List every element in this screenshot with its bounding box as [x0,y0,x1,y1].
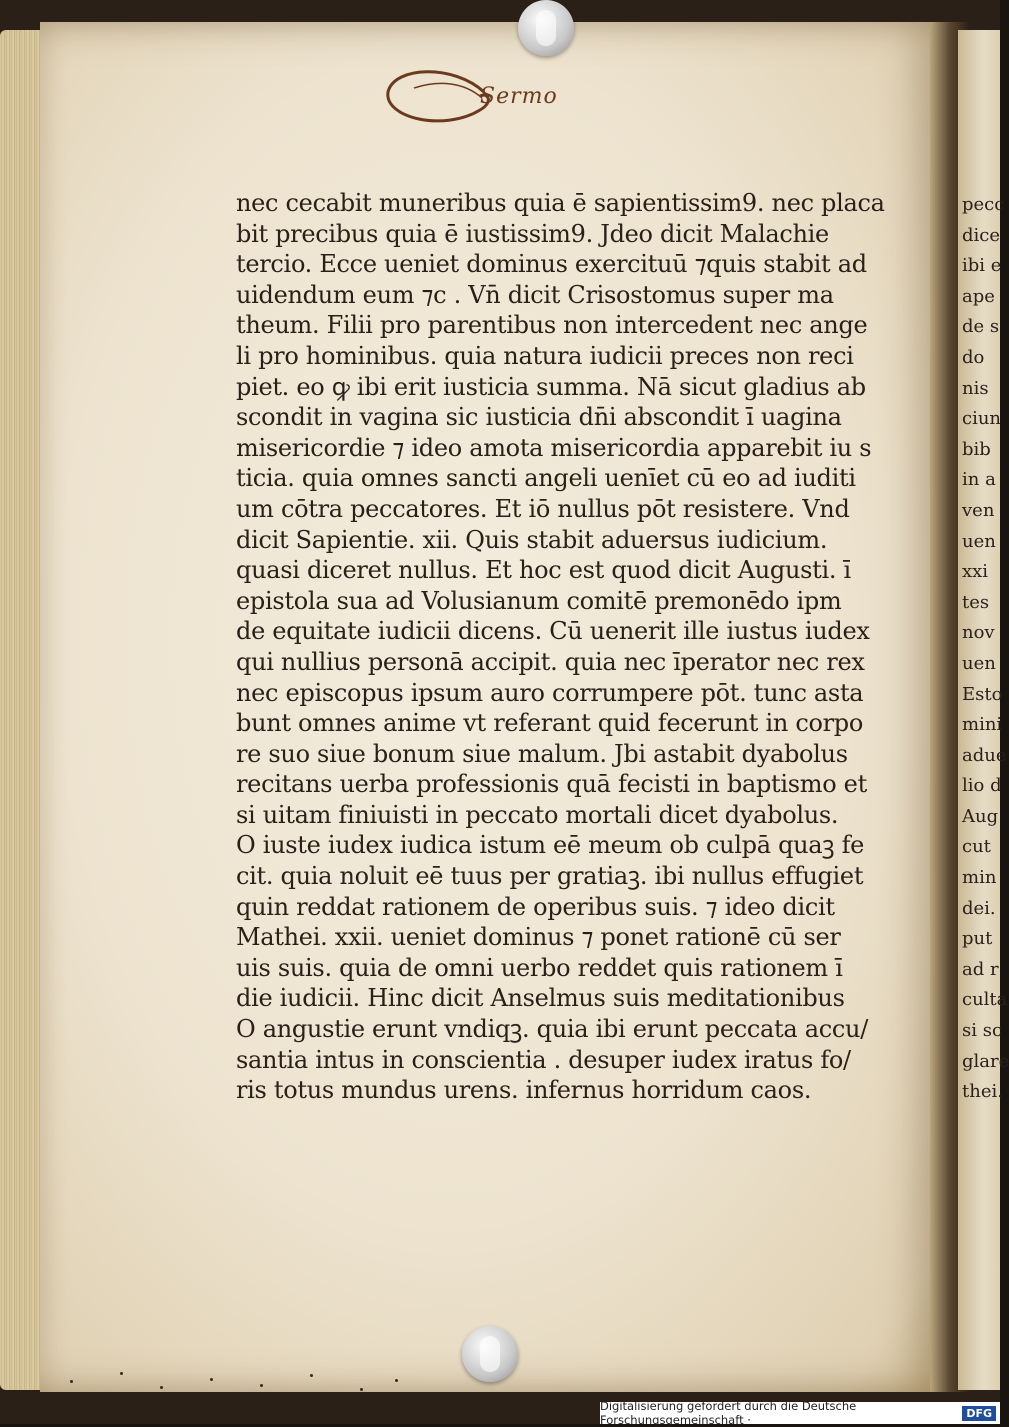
text-line: quin reddat rationem de operibus suis. ⁊ ideo dicit [236,892,835,921]
text-line: O iuste iudex iudica istum eē meum ob culpā quaꝫ fe [236,831,865,860]
text-line: O angustie erunt vndiqꝫ. quia ibi erunt peccata accu/ [236,1015,868,1044]
text-line: uis suis. quia de omni uerbo reddet quis rationem ī [236,953,843,982]
facing-page-fragment: pecc [962,194,1005,215]
facing-page-fragment: ad r [962,958,999,980]
facing-page-fragments [962,190,1009,1108]
text-line: um cōtra peccatores. Et iō nullus pōt resistere. Vnd [236,494,850,523]
facing-page-fragment: lio d [962,775,1002,797]
text-line: dicit Sapientie. xii. Quis stabit aduersus iudicium. [236,525,828,554]
text-line: epistola sua ad Volusianum comitē premonēdo ipm [236,586,842,615]
text-line: die iudicii. Hinc dicit Anselmus suis meditationibus [236,984,845,1013]
facing-page-fragment: nov [962,622,995,644]
page-clip-bottom [462,1326,518,1382]
text-line: si uitam finiuisti in peccato mortali dicet dyabolus. [236,800,839,829]
text-line: cit. quia noluit eē tuus per gratiaꝫ. ibi nullus effugiet [236,862,864,891]
text-line: li pro hominibus. quia natura iudicii preces non reci [236,341,854,370]
facing-page-fragment: Aug [962,805,999,827]
text-line: ris totus mundus urens. infernus horridum caos. [236,1076,812,1105]
facing-page-fragment: ciun [962,408,1002,430]
text-line: scondit in vagina sic iusticia dn̄i abscondit ī uagina [236,403,842,432]
credit-text: Digitalisierung gefördert durch die Deutsche Forschungsgemeinschaft · [600,1399,857,1427]
page-clip-top [518,0,574,56]
text-line: piet. eo ꝙ ibi erit iusticia summa. Nā sicut gladius ab [236,372,866,401]
facing-page-fragment: si sc [962,1020,1003,1042]
text-line: bunt omnes anime vt referant quid fecerunt in corpo [236,709,864,738]
dfg-logo: DFG [962,1406,996,1421]
text-line: nec episcopus ipsum auro corrumpere pōt. tunc asta [236,678,864,707]
facing-page-fragment: xxi [962,561,989,583]
text-line: qui nullius personā accipit. quia nec īperator nec rex [236,647,865,676]
facing-page-fragment: thei. [962,1081,1003,1103]
facing-page-fragment: mini [962,714,1003,736]
facing-page-fragment: dei. [962,897,996,919]
text-line: misericordie ⁊ ideo amota misericordia apparebit iu s [236,433,872,462]
facing-page-fragment: cut [962,836,991,858]
facing-page-fragment: bib [962,438,991,460]
facing-page-fragment: ape [962,285,995,307]
facing-page-fragment: in a [962,469,996,491]
facing-page-fragment: uen [962,652,996,674]
text-line: santia intus in conscientia . desuper iudex iratus fo/ [236,1045,851,1074]
facing-page-fragment: do [962,346,985,368]
facing-page-fragment: nis [962,377,989,399]
facing-page-fragment: adue [962,744,1007,766]
text-line: recitans uerba professionis quā fecisti in baptismo et [236,770,867,799]
text-line: tercio. Ecce ueniet dominus exercituū ⁊quis stabit ad [236,250,867,279]
facing-page-fragment: put [962,928,993,950]
text-line: theum. Filii pro parentibus non intercedent nec ange [236,311,868,340]
facing-page-fragment: glare [962,1050,1009,1072]
facing-page-fragment: uen [962,530,996,552]
text-line: bit precibus quia ē iustissim9. Jdeo dicit Malachie [236,219,829,248]
facing-page-fragment: dice [962,224,1001,246]
digitization-credit [600,1399,1000,1427]
facing-page-fragment: Esto [962,683,1003,705]
text-line: de equitate iudicii dicens. Cū uenerit ille iustus iudex [236,617,870,646]
text-line: re suo siue bonum siue malum. Jbi astabit dyabolus [236,739,848,768]
text-line: quasi diceret nullus. Et hoc est quod dicit Augusti. ī [236,556,851,585]
text-line: ticia. quia omnes sancti angeli uenīet cū eo ad iuditi [236,464,856,493]
facing-page-fragment: ibi e [962,255,1002,277]
header-label: Sermo [480,84,558,109]
facing-page-fragment: de s [962,316,1000,338]
main-text-block [236,188,885,1106]
text-line: Mathei. xxii. ueniet dominus ⁊ ponet rationē cū ser [236,923,841,952]
text-line: uidendum eum ⁊c . Vn̄ dicit Crisostomus super ma [236,280,834,309]
facing-page-fragment: tes [962,591,990,613]
facing-page-fragment: culta [962,989,1008,1011]
facing-page-fragment: ven [962,499,995,521]
facing-page-fragment: min [962,867,997,889]
text-line: nec cecabit muneribus quia ē sapientissim9. nec placa [236,189,885,217]
handwritten-header [384,62,584,132]
